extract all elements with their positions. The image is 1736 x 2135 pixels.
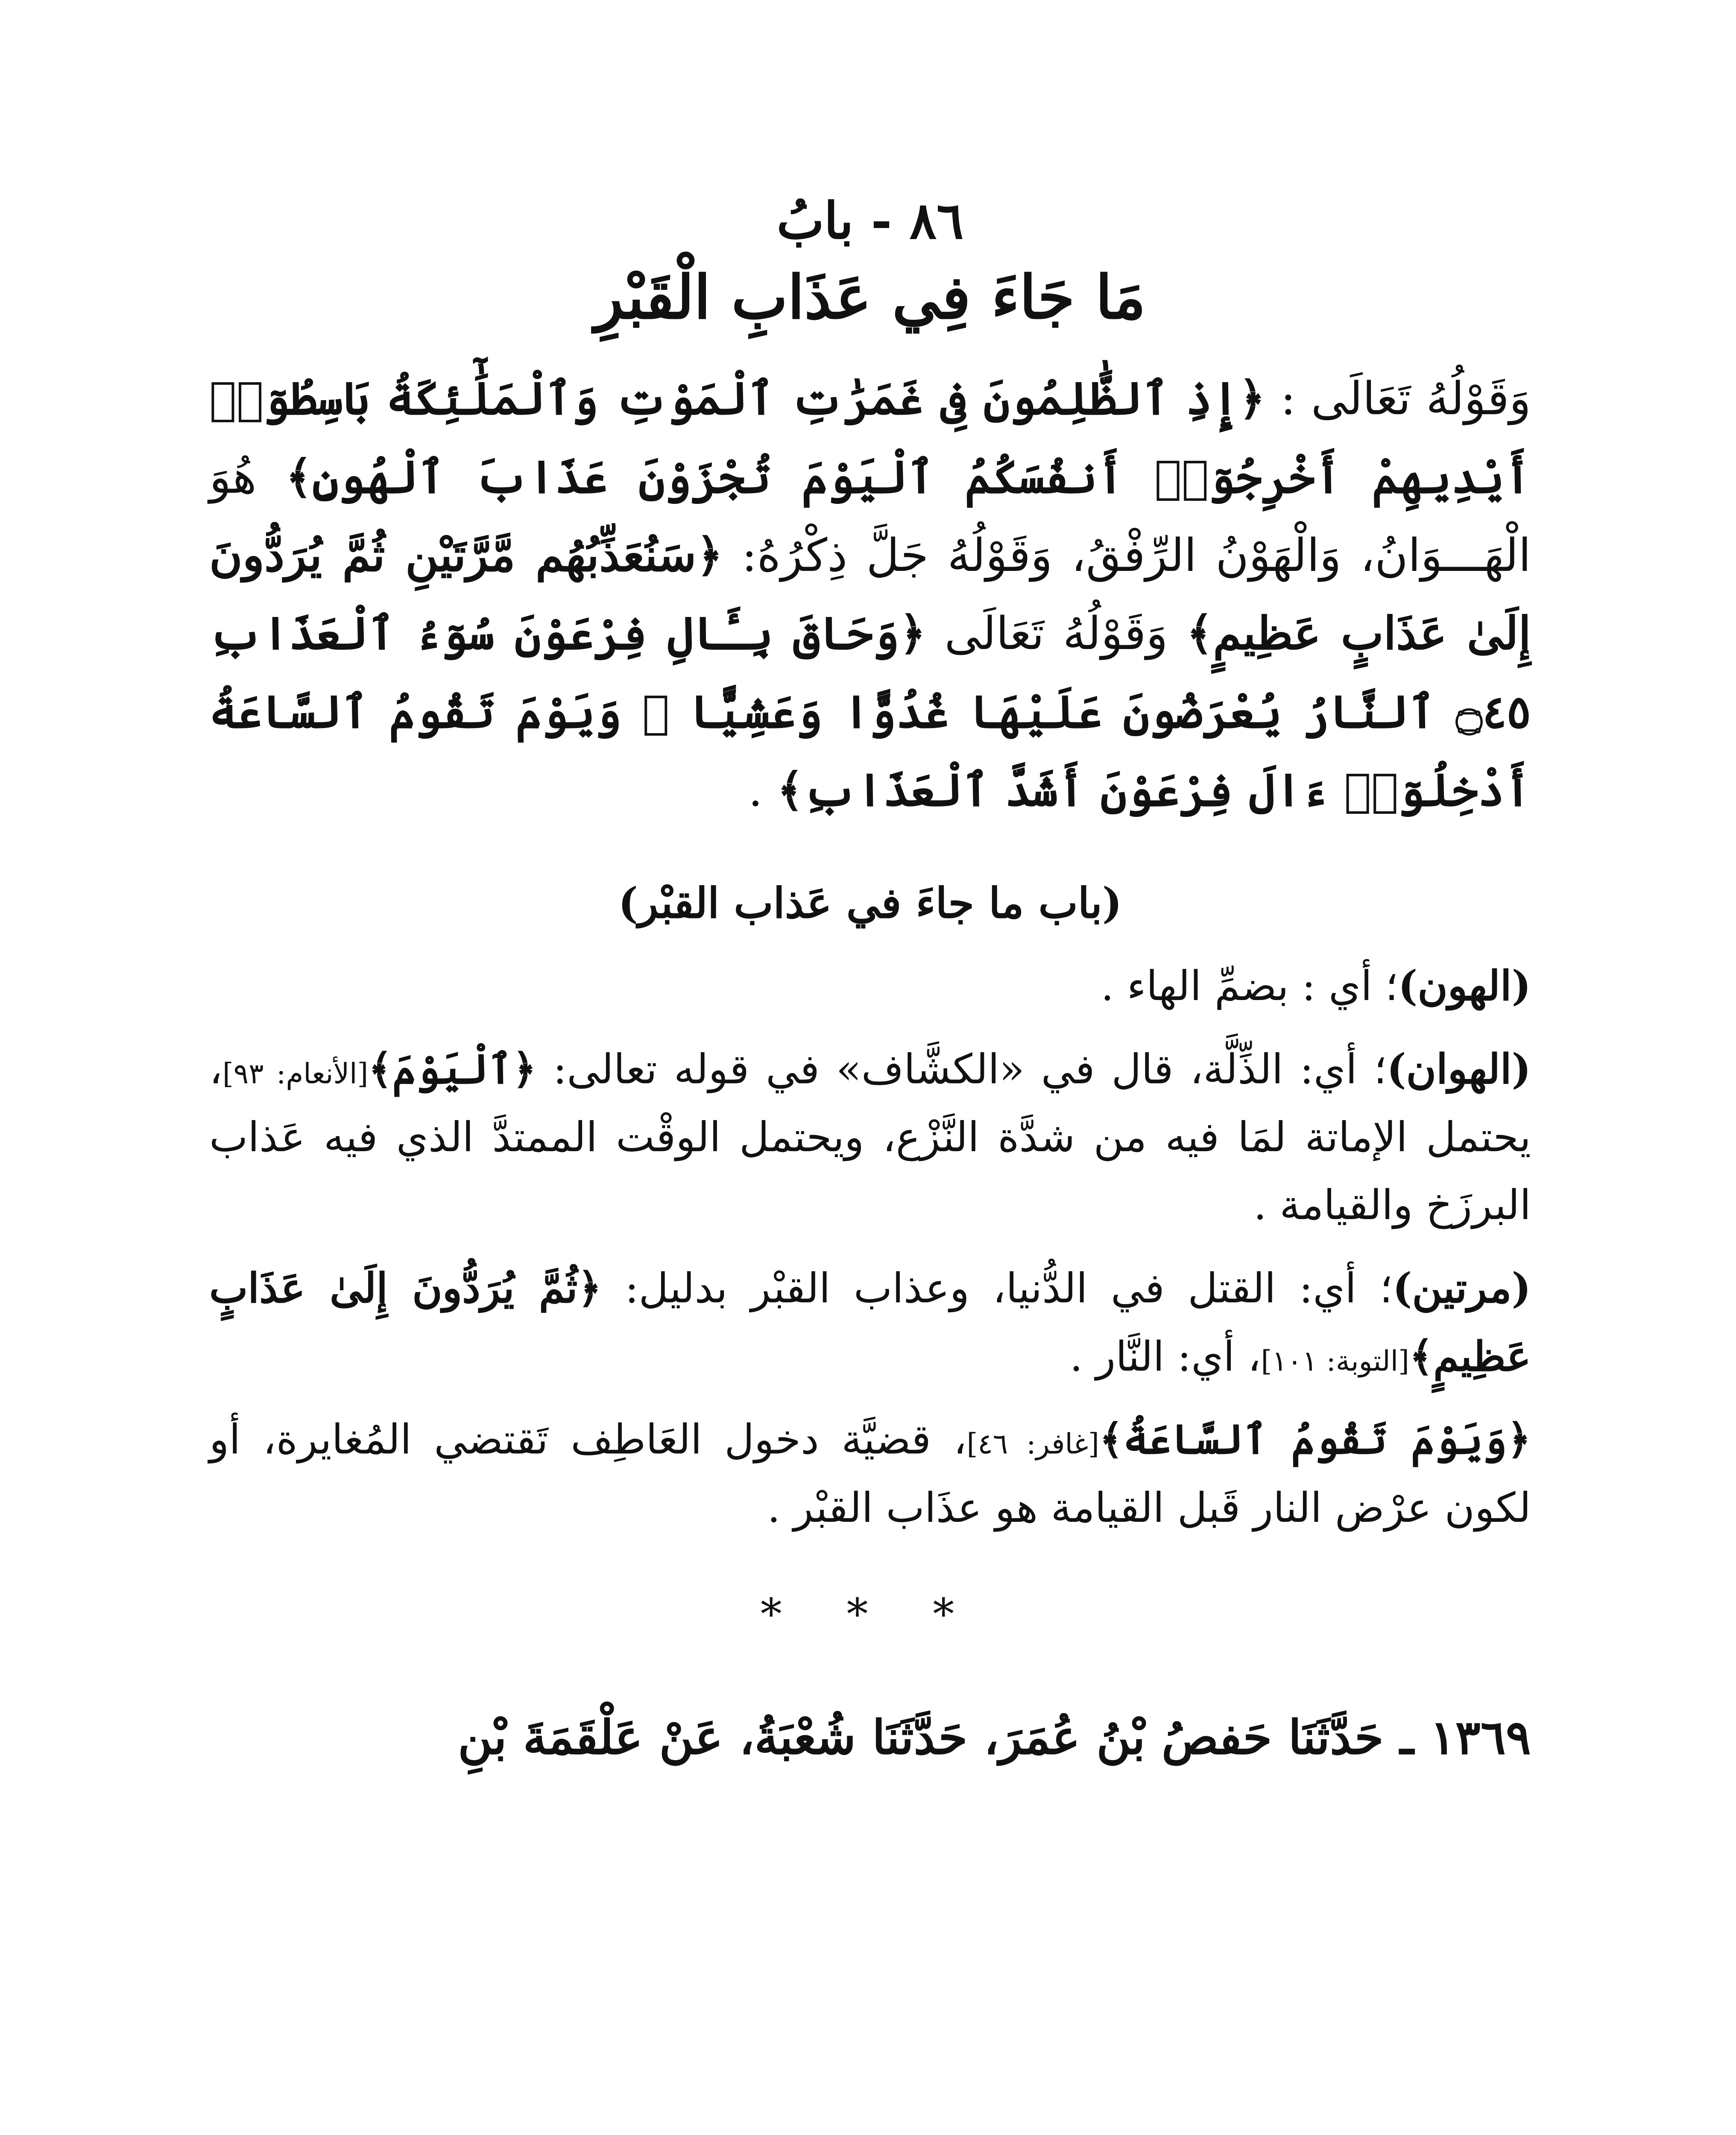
commentary-text: ؛ أي : بضمِّ الهاء . xyxy=(1101,962,1398,1010)
matn-paragraph xyxy=(209,360,1531,829)
commentary-text: ؛ أي: الذِّلَّة، قال في «الكشَّاف» في قوله تعالى: xyxy=(536,1045,1387,1093)
commentary-section xyxy=(209,872,1531,1542)
quran-quote: ﴿ٱلْيَوْمَ﴾ xyxy=(368,1044,536,1093)
quran-ayah-2: ﴿سَنُعَذِّبُهُم مَّرَّتَيْنِ ثُمَّ يُرَدُّونَ إِلَىٰ عَذَابٍ عَظِيمٍ﴾ xyxy=(209,528,1531,660)
commentary-paragraph-hun xyxy=(209,952,1531,1020)
page-content xyxy=(209,188,1531,1775)
commentary-paragraph-sa-ah xyxy=(209,1405,1531,1542)
surah-reference: [الأنعام: ٩٣] xyxy=(222,1057,369,1090)
matn-intro-3: وَقَوْلُهُ تَعَالَى xyxy=(926,607,1187,660)
chapter-title: مَا جَاءَ فِي عَذَابِ الْقَبْرِ xyxy=(594,263,1146,333)
commentary-text: ، يحتمل الإماتة لمَا فيه من شدَّة النَّزْع، ويحتمل الوقْت الممتدَّ الذي فيه عَذاب البرزَخ والقيامة . xyxy=(209,1045,1531,1229)
quran-ayah-1: ﴿إِذِ ٱلظَّٰلِمُونَ فِى غَمَرَٰتِ ٱلْمَوْتِ وَٱلْمَلَٰٓئِكَةُ بَاسِطُوٓا۟ أَيْدِيهِمْ أَخْرِجُوٓا۟ أَنفُسَكُمُ ٱلْيَوْمَ تُجْزَوْنَ عَذَابَ ٱلْهُونِ﴾ xyxy=(209,371,1531,503)
matn-gloss: هُوَ الْهَـــوَانُ، وَالْهَوْنُ الرِّفْقُ، وَقَوْلُهُ جَلَّ ذِكْرُهُ: xyxy=(209,450,1531,582)
quran-quote: ﴿ثُمَّ يُرَدُّونَ إِلَىٰ عَذَابٍ عَظِيمٍ﴾ xyxy=(209,1263,1531,1381)
surah-reference: [التوبة: ١٠١] xyxy=(1261,1345,1409,1378)
surah-reference: [غافر: ٤٦] xyxy=(966,1427,1099,1461)
section-separator: * * * xyxy=(760,1589,980,1640)
commentary-text: ، أي: النَّار . xyxy=(1069,1333,1261,1381)
commentary-paragraph-hawan xyxy=(209,1035,1531,1240)
matn-end: . xyxy=(748,763,777,816)
commentary-paragraph-marratayn xyxy=(209,1254,1531,1391)
commentary-text: ، قضيَّة دخول العَاطِف تَقتضي المُغايرة، أو لكون عرْض النار قَبل القيامة هو عذَاب القبْر . xyxy=(209,1416,1531,1532)
commentary-title: (باب ما جاءَ في عَذاب القبْر) xyxy=(618,879,1122,928)
quran-quote: ﴿وَيَوْمَ تَقُومُ ٱلسَّاعَةُ﴾ xyxy=(1099,1415,1531,1464)
commentary-text: ؛ أي: القتل في الدُّنيا، وعذاب القبْر بدليل: xyxy=(601,1264,1393,1312)
term-marratayn: (مرتين) xyxy=(1393,1263,1531,1312)
matn-intro: وَقَوْلُهُ تَعَالَى : xyxy=(1265,372,1531,425)
chapter-number: ٨٦ - بابُ xyxy=(776,191,964,250)
term-hawan: (الهوان) xyxy=(1387,1044,1531,1093)
hadith-text: ١٣٦٩ ـ حَدَّثَنَا حَفصُ بْنُ عُمَرَ، حَدَّثَنَا شُعْبَةُ، عَنْ عَلْقَمَةَ بْنِ xyxy=(458,1710,1531,1765)
term-hun: (الهون) xyxy=(1398,962,1531,1010)
quran-ayah-3: ﴿وَحَاقَ بِـَٔالِ فِرْعَوْنَ سُوٓءُ ٱلْعَذَابِ ۝٤٥ ٱلنَّارُ يُعْرَضُونَ عَلَيْهَا غُدُوًّا وَعَشِيًّا ۖ وَيَوْمَ تَقُومُ ٱلسَّاعَةُ أَدْخِلُوٓا۟ ءَالَ فِرْعَوْنَ أَشَدَّ ٱلْعَذَابِ﴾ xyxy=(209,606,1531,816)
